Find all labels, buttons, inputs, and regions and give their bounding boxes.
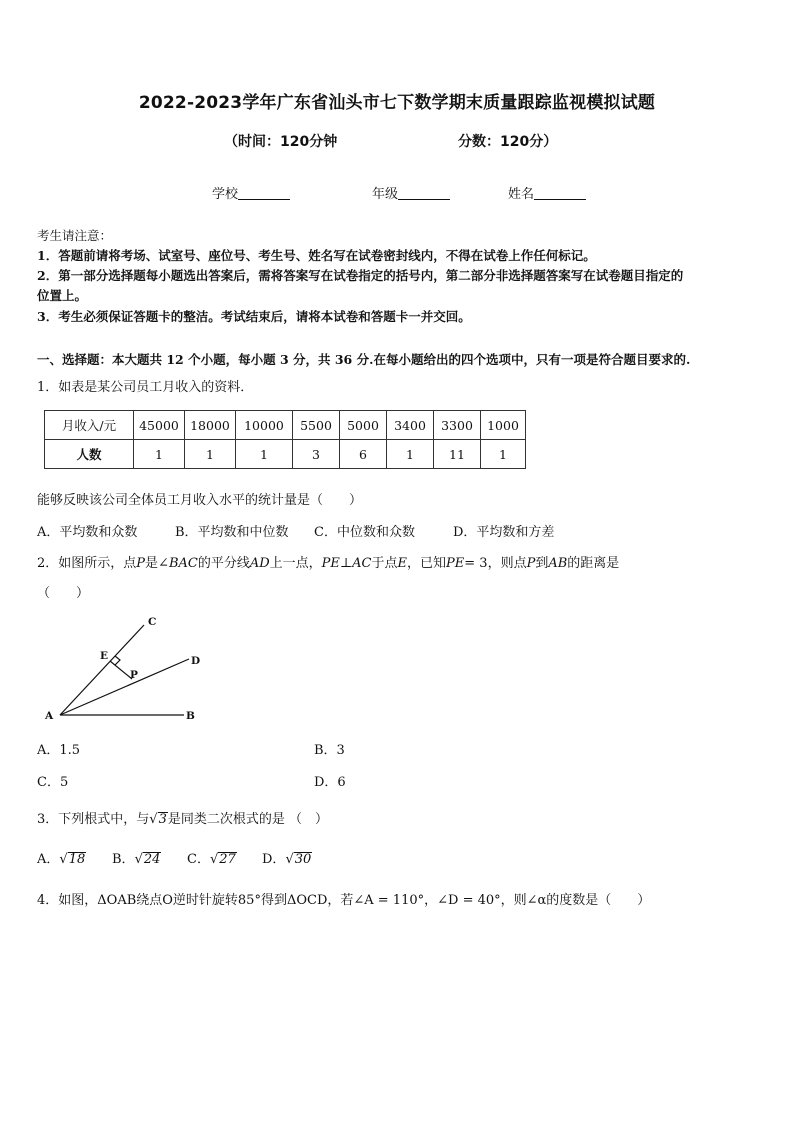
- q2-var: E: [397, 556, 408, 571]
- q2-text: 上一点，: [269, 556, 322, 571]
- q3-option-d: D．√30: [262, 852, 312, 867]
- option-label: D．: [262, 852, 286, 867]
- q1-option-a: A．平均数和众数: [37, 525, 138, 540]
- q2-text: ，已知: [407, 556, 447, 571]
- q1-option-c: C．中位数和众数: [314, 525, 415, 540]
- name-label: 姓名: [508, 187, 535, 202]
- q2-text: 于点: [371, 556, 398, 571]
- label-p: P: [130, 669, 138, 681]
- income-table: [44, 410, 526, 469]
- q3-radicand: 3: [158, 812, 167, 827]
- q2-text: = 3，则点: [464, 556, 527, 571]
- q2-text: 2．如图所示，点: [37, 556, 137, 571]
- exam-time: （时间：120分钟: [224, 134, 338, 150]
- angle-bisector-figure: [36, 608, 216, 726]
- label-b: B: [186, 710, 195, 722]
- count-cell: 1: [387, 440, 434, 469]
- label-e: E: [100, 650, 109, 662]
- q1-option-b: B．平均数和中位数: [175, 525, 289, 540]
- option-label: B．: [112, 852, 135, 867]
- row-label-count: 人数: [45, 440, 134, 469]
- right-angle-mark: [115, 656, 120, 665]
- income-cell: 3400: [387, 411, 434, 440]
- q2-var: AC: [352, 556, 372, 571]
- exam-title: 2022-2023学年广东省汕头市七下数学期末质量跟踪监视模拟试题: [138, 93, 656, 113]
- q2-text: 是∠: [145, 556, 169, 571]
- count-cell: 1: [134, 440, 185, 469]
- q2-var: P: [526, 556, 536, 571]
- q2-option-b: B．3: [314, 743, 345, 758]
- q2-var: AB: [548, 556, 568, 571]
- q2-var: PE: [446, 556, 465, 571]
- count-cell: 1: [236, 440, 293, 469]
- school-blank: [238, 185, 290, 200]
- name-blank: [534, 185, 586, 200]
- option-label: A．: [37, 852, 60, 867]
- option-radicand: 24: [143, 852, 161, 867]
- q1-question: 能够反映该公司全体员工月收入水平的统计量是（ ）: [37, 493, 363, 508]
- q3-option-a: A．√18: [37, 852, 86, 867]
- ray-ad: [60, 659, 189, 715]
- q2-text: ⊥: [339, 556, 353, 571]
- table-row: [45, 440, 526, 469]
- q2-option-d: D．6: [314, 775, 346, 790]
- segment-pe: [110, 661, 132, 679]
- count-cell: 11: [434, 440, 481, 469]
- notice-heading: 考生请注意：: [37, 228, 113, 243]
- q1-stem: 1．如表是某公司员工月收入的资料．: [37, 380, 254, 395]
- q2-text: 的距离是: [567, 556, 620, 571]
- q3-option-c: C．√27: [187, 852, 236, 867]
- grade-label: 年级: [372, 187, 399, 202]
- option-radicand: 30: [294, 852, 312, 867]
- q2-var: BAC: [168, 556, 198, 571]
- option-radicand: 18: [68, 852, 86, 867]
- grade-field: [372, 183, 450, 202]
- section-heading: 一、选择题：本大题共 12 个小题，每小题 3 分，共 36 分.在每小题给出的四个选项中，只有一项是符合题目要求的.: [37, 352, 691, 367]
- label-d: D: [191, 655, 201, 667]
- q2-option-a: A．1.5: [37, 743, 81, 758]
- count-cell: 3: [293, 440, 340, 469]
- q4-stem: 4．如图，ΔOAB绕点O逆时针旋转85°得到ΔOCD，若∠A = 110°，∠D = 40°，则∠α的度数是（ ）: [37, 893, 651, 908]
- q3-text: 3．下列根式中，与: [37, 812, 150, 827]
- exam-score: 分数：120分）: [458, 134, 558, 150]
- count-cell: 6: [340, 440, 387, 469]
- count-cell: 1: [185, 440, 236, 469]
- q2-var: PE: [321, 556, 340, 571]
- income-cell: 3300: [434, 411, 481, 440]
- q1-option-d: D．平均数和方差: [453, 525, 555, 540]
- count-cell: 1: [481, 440, 526, 469]
- label-c: C: [148, 616, 157, 628]
- q3-stem: 3．下列根式中，与√3是同类二次根式的是 （ ）: [37, 812, 328, 827]
- income-cell: 18000: [185, 411, 236, 440]
- notice-item-2: 2．第一部分选择题每小题选出答案后，需将答案写在试卷指定的括号内，第二部分非选择题答案写在试卷题目指定的: [37, 268, 684, 283]
- income-cell: 10000: [236, 411, 293, 440]
- q2-text: 的平分线: [197, 556, 250, 571]
- notice-item-1: 1．答题前请将考场、试室号、座位号、考生号、姓名写在试卷密封线内，不得在试卷上作任何标记。: [37, 248, 596, 263]
- q3-text: 是同类二次根式的是 （ ）: [167, 812, 328, 827]
- label-a: A: [45, 710, 54, 722]
- q2-var: AD: [249, 556, 270, 571]
- income-cell: 5500: [293, 411, 340, 440]
- q2-bracket: （ ）: [37, 586, 90, 601]
- q3-option-b: B．√24: [112, 852, 161, 867]
- option-radicand: 27: [219, 852, 236, 867]
- school-label: 学校: [212, 187, 239, 202]
- q2-option-c: C．5: [37, 775, 69, 790]
- row-label-income: 月收入/元: [45, 411, 134, 440]
- table-row: [45, 411, 526, 440]
- income-cell: 45000: [134, 411, 185, 440]
- q2-var: P: [136, 556, 146, 571]
- notice-item-2-cont: 位置上。: [37, 288, 88, 303]
- school-field: [212, 183, 290, 202]
- option-label: C．: [187, 852, 210, 867]
- grade-blank: [398, 185, 450, 200]
- name-field: [508, 183, 586, 202]
- income-cell: 1000: [481, 411, 526, 440]
- notice-item-3: 3．考生必须保证答题卡的整洁。考试结束后，请将本试卷和答题卡一并交回。: [37, 309, 471, 324]
- q2-stem: [37, 552, 619, 571]
- income-cell: 5000: [340, 411, 387, 440]
- q2-text: 到: [535, 556, 549, 571]
